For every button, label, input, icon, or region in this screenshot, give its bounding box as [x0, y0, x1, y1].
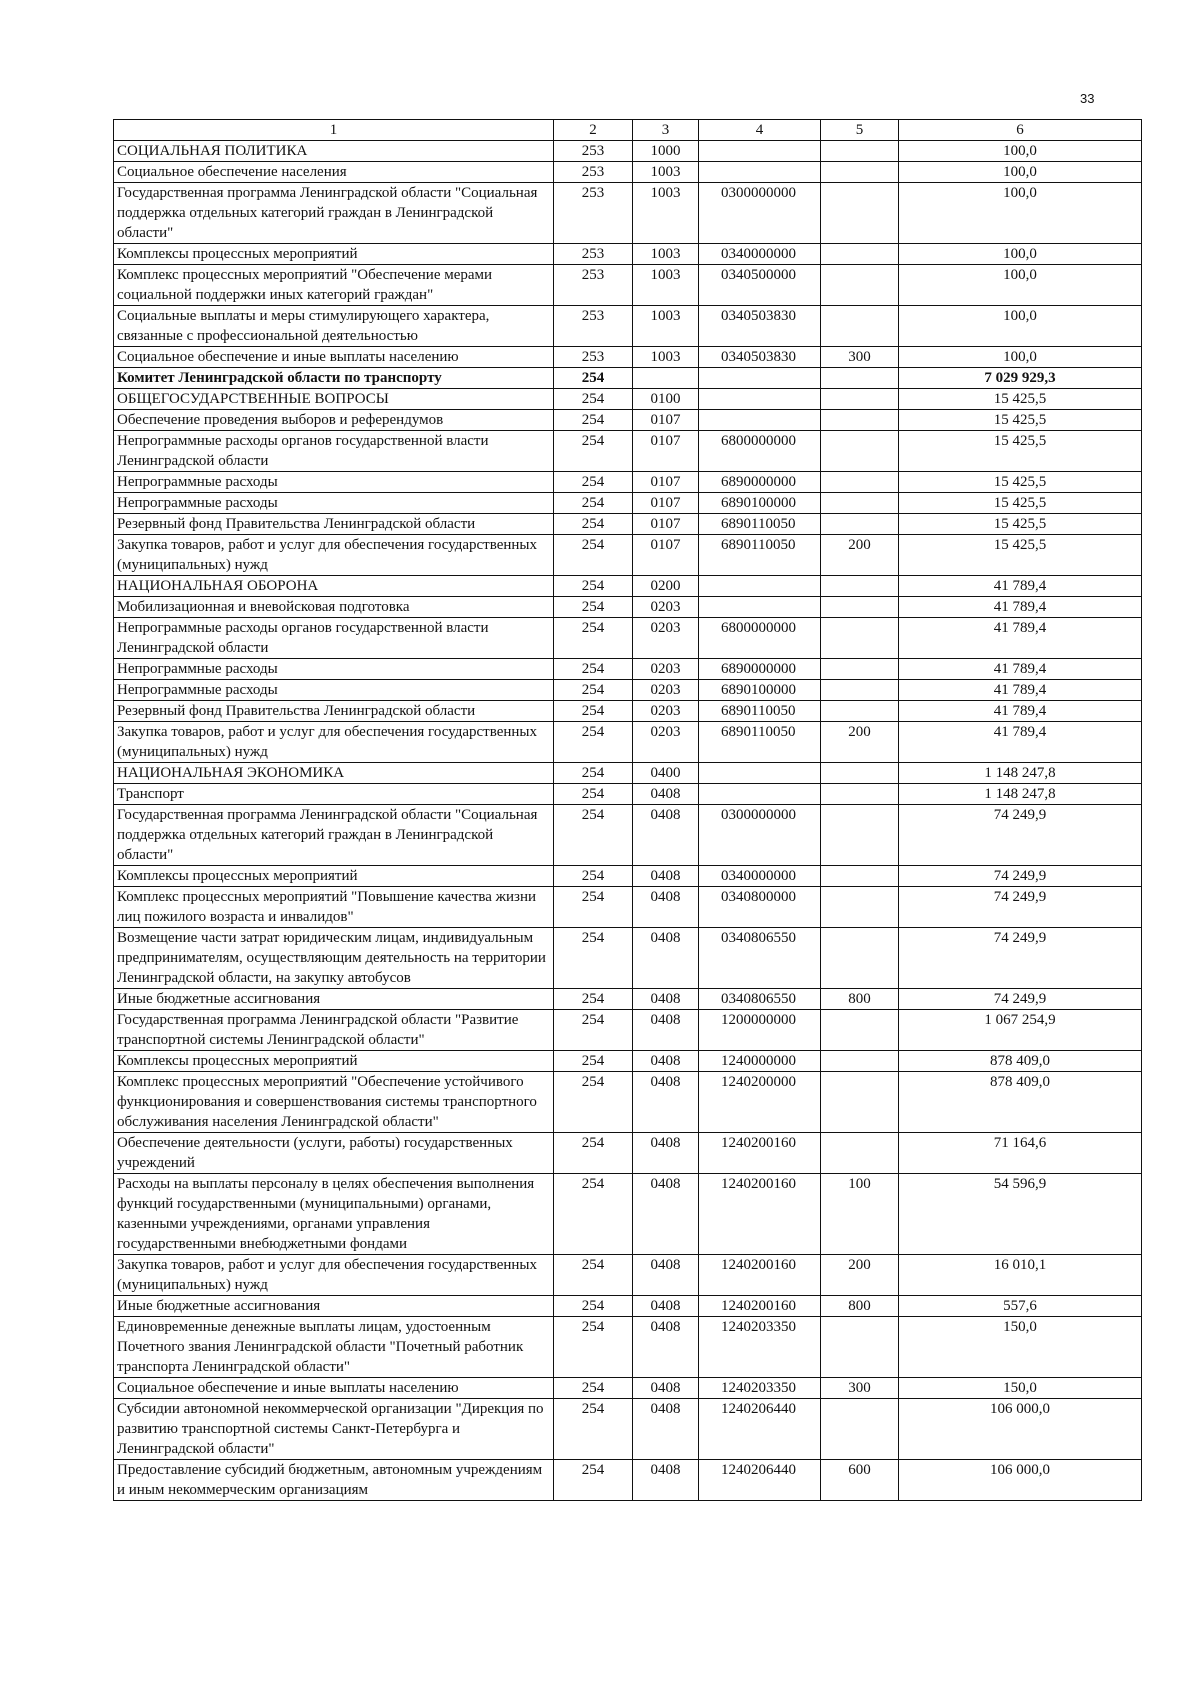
target-article-cell: 6890110050	[699, 701, 821, 722]
target-article-cell	[699, 389, 821, 410]
table-row	[114, 1010, 1142, 1051]
target-article-cell: 1240203350	[699, 1317, 821, 1378]
amount-cell: 16 010,1	[899, 1255, 1142, 1296]
department-code-cell: 254	[554, 431, 633, 472]
column-header: 5	[821, 120, 899, 141]
department-code-cell: 254	[554, 1460, 633, 1501]
expense-type-cell	[821, 928, 899, 989]
department-code-cell: 254	[554, 1317, 633, 1378]
amount-cell: 15 425,5	[899, 535, 1142, 576]
department-code-cell: 254	[554, 763, 633, 784]
expense-type-cell	[821, 659, 899, 680]
department-code-cell: 254	[554, 410, 633, 431]
row-name-cell: Иные бюджетные ассигнования	[114, 1296, 554, 1317]
department-code-cell: 253	[554, 265, 633, 306]
department-code-cell: 254	[554, 1010, 633, 1051]
target-article-cell	[699, 368, 821, 389]
section-code-cell: 1003	[633, 347, 699, 368]
expense-type-cell	[821, 306, 899, 347]
section-code-cell: 0408	[633, 784, 699, 805]
section-code-cell: 1003	[633, 265, 699, 306]
column-header: 3	[633, 120, 699, 141]
expense-type-cell	[821, 680, 899, 701]
section-code-cell: 0408	[633, 805, 699, 866]
department-code-cell: 254	[554, 576, 633, 597]
expense-type-cell	[821, 701, 899, 722]
section-code-cell: 0203	[633, 680, 699, 701]
row-name-cell: НАЦИОНАЛЬНАЯ ОБОРОНА	[114, 576, 554, 597]
row-name-cell: Резервный фонд Правительства Ленинградской области	[114, 701, 554, 722]
table-row	[114, 618, 1142, 659]
section-code-cell: 0408	[633, 1296, 699, 1317]
column-header: 4	[699, 120, 821, 141]
amount-cell: 41 789,4	[899, 722, 1142, 763]
table-body	[114, 141, 1142, 1501]
expense-type-cell	[821, 763, 899, 784]
row-name-cell: Закупка товаров, работ и услуг для обеспечения государственных (муниципальных) нужд	[114, 535, 554, 576]
table-row	[114, 1460, 1142, 1501]
department-code-cell: 254	[554, 514, 633, 535]
section-code-cell: 0107	[633, 431, 699, 472]
row-name-cell: Закупка товаров, работ и услуг для обеспечения государственных (муниципальных) нужд	[114, 1255, 554, 1296]
section-code-cell: 0107	[633, 493, 699, 514]
department-code-cell: 253	[554, 347, 633, 368]
row-name-cell: Комплексы процессных мероприятий	[114, 866, 554, 887]
section-code-cell: 0203	[633, 722, 699, 763]
section-code-cell: 0408	[633, 1051, 699, 1072]
row-name-cell: Мобилизационная и вневойсковая подготовка	[114, 597, 554, 618]
table-row	[114, 1072, 1142, 1133]
target-article-cell: 0340503830	[699, 306, 821, 347]
section-code-cell: 0203	[633, 597, 699, 618]
department-code-cell: 254	[554, 535, 633, 576]
department-code-cell: 254	[554, 493, 633, 514]
department-code-cell: 254	[554, 805, 633, 866]
amount-cell: 41 789,4	[899, 576, 1142, 597]
table-row	[114, 244, 1142, 265]
expense-type-cell: 800	[821, 1296, 899, 1317]
table-row	[114, 368, 1142, 389]
row-name-cell: Расходы на выплаты персоналу в целях обеспечения выполнения функций государственными (муниципальными) органами, казенными учреждениями, органами управления государственными внебюджетными фондами	[114, 1174, 554, 1255]
target-article-cell: 6890110050	[699, 722, 821, 763]
amount-cell: 100,0	[899, 141, 1142, 162]
department-code-cell: 253	[554, 306, 633, 347]
target-article-cell: 1240200160	[699, 1255, 821, 1296]
amount-cell: 150,0	[899, 1317, 1142, 1378]
expense-type-cell	[821, 183, 899, 244]
table-row	[114, 265, 1142, 306]
expense-type-cell	[821, 389, 899, 410]
section-code-cell: 1000	[633, 141, 699, 162]
row-name-cell: Государственная программа Ленинградской области "Социальная поддержка отдельных категорий граждан в Ленинградской области"	[114, 805, 554, 866]
row-name-cell: НАЦИОНАЛЬНАЯ ЭКОНОМИКА	[114, 763, 554, 784]
table-row	[114, 701, 1142, 722]
table-row	[114, 597, 1142, 618]
section-code-cell: 0408	[633, 1072, 699, 1133]
row-name-cell: Возмещение части затрат юридическим лицам, индивидуальным предпринимателям, осуществляющим деятельность на территории Ленинградской области, на закупку автобусов	[114, 928, 554, 989]
section-code-cell: 0408	[633, 1317, 699, 1378]
expense-type-cell	[821, 472, 899, 493]
amount-cell: 100,0	[899, 183, 1142, 244]
section-code-cell: 0107	[633, 410, 699, 431]
expense-type-cell: 100	[821, 1174, 899, 1255]
department-code-cell: 254	[554, 368, 633, 389]
header-row	[114, 120, 1142, 141]
target-article-cell: 6890100000	[699, 493, 821, 514]
row-name-cell: Комплекс процессных мероприятий "Обеспечение устойчивого функционирования и совершенствования системы транспортного обслуживания населения Ленинградской области"	[114, 1072, 554, 1133]
amount-cell: 1 148 247,8	[899, 763, 1142, 784]
table-row	[114, 183, 1142, 244]
amount-cell: 74 249,9	[899, 805, 1142, 866]
department-code-cell: 254	[554, 1051, 633, 1072]
row-name-cell: Комплекс процессных мероприятий "Обеспечение мерами социальной поддержки иных категорий граждан"	[114, 265, 554, 306]
target-article-cell	[699, 141, 821, 162]
amount-cell: 15 425,5	[899, 431, 1142, 472]
amount-cell: 74 249,9	[899, 887, 1142, 928]
expense-type-cell	[821, 1317, 899, 1378]
amount-cell: 100,0	[899, 244, 1142, 265]
target-article-cell: 6890000000	[699, 472, 821, 493]
table-row	[114, 141, 1142, 162]
amount-cell: 7 029 929,3	[899, 368, 1142, 389]
amount-cell: 878 409,0	[899, 1051, 1142, 1072]
expense-type-cell	[821, 244, 899, 265]
expense-type-cell	[821, 162, 899, 183]
target-article-cell: 0340800000	[699, 887, 821, 928]
expense-type-cell	[821, 514, 899, 535]
expense-type-cell	[821, 576, 899, 597]
amount-cell: 15 425,5	[899, 493, 1142, 514]
amount-cell: 100,0	[899, 162, 1142, 183]
target-article-cell: 0340806550	[699, 928, 821, 989]
section-code-cell: 0203	[633, 659, 699, 680]
target-article-cell: 0340000000	[699, 244, 821, 265]
section-code-cell: 0408	[633, 1010, 699, 1051]
department-code-cell: 254	[554, 1378, 633, 1399]
table-row	[114, 887, 1142, 928]
department-code-cell: 253	[554, 183, 633, 244]
row-name-cell: Закупка товаров, работ и услуг для обеспечения государственных (муниципальных) нужд	[114, 722, 554, 763]
table-row	[114, 659, 1142, 680]
table-row	[114, 680, 1142, 701]
department-code-cell: 254	[554, 784, 633, 805]
row-name-cell: Социальное обеспечение и иные выплаты населению	[114, 1378, 554, 1399]
section-code-cell	[633, 368, 699, 389]
department-code-cell: 254	[554, 722, 633, 763]
expense-type-cell	[821, 866, 899, 887]
table-row	[114, 722, 1142, 763]
row-name-cell: Государственная программа Ленинградской области "Развитие транспортной системы Ленинградской области"	[114, 1010, 554, 1051]
target-article-cell	[699, 597, 821, 618]
target-article-cell: 6800000000	[699, 618, 821, 659]
table-row	[114, 493, 1142, 514]
target-article-cell: 6800000000	[699, 431, 821, 472]
section-code-cell: 1003	[633, 306, 699, 347]
expense-type-cell	[821, 805, 899, 866]
table-row	[114, 431, 1142, 472]
expense-type-cell	[821, 1399, 899, 1460]
department-code-cell: 254	[554, 1255, 633, 1296]
amount-cell: 74 249,9	[899, 989, 1142, 1010]
table-row	[114, 989, 1142, 1010]
department-code-cell: 254	[554, 680, 633, 701]
table-row	[114, 472, 1142, 493]
row-name-cell: Иные бюджетные ассигнования	[114, 989, 554, 1010]
table-row	[114, 410, 1142, 431]
budget-table	[113, 119, 1142, 1501]
department-code-cell: 254	[554, 1296, 633, 1317]
amount-cell: 41 789,4	[899, 680, 1142, 701]
target-article-cell: 1240200000	[699, 1072, 821, 1133]
row-name-cell: Непрограммные расходы органов государственной власти Ленинградской области	[114, 618, 554, 659]
amount-cell: 71 164,6	[899, 1133, 1142, 1174]
department-code-cell: 254	[554, 989, 633, 1010]
section-code-cell: 0408	[633, 989, 699, 1010]
department-code-cell: 253	[554, 244, 633, 265]
section-code-cell: 0200	[633, 576, 699, 597]
section-code-cell: 1003	[633, 183, 699, 244]
table-row	[114, 535, 1142, 576]
target-article-cell	[699, 162, 821, 183]
section-code-cell: 0408	[633, 1133, 699, 1174]
row-name-cell: Комитет Ленинградской области по транспорту	[114, 368, 554, 389]
column-header: 6	[899, 120, 1142, 141]
section-code-cell: 0107	[633, 535, 699, 576]
row-name-cell: Непрограммные расходы	[114, 493, 554, 514]
section-code-cell: 0408	[633, 1460, 699, 1501]
amount-cell: 100,0	[899, 265, 1142, 306]
target-article-cell	[699, 576, 821, 597]
department-code-cell: 254	[554, 472, 633, 493]
expense-type-cell: 800	[821, 989, 899, 1010]
amount-cell: 1 067 254,9	[899, 1010, 1142, 1051]
expense-type-cell	[821, 1072, 899, 1133]
amount-cell: 1 148 247,8	[899, 784, 1142, 805]
target-article-cell: 1240200160	[699, 1174, 821, 1255]
target-article-cell: 1240200160	[699, 1133, 821, 1174]
target-article-cell: 0340806550	[699, 989, 821, 1010]
target-article-cell: 0340503830	[699, 347, 821, 368]
row-name-cell: Социальное обеспечение и иные выплаты населению	[114, 347, 554, 368]
department-code-cell: 254	[554, 618, 633, 659]
expense-type-cell	[821, 368, 899, 389]
table-row	[114, 763, 1142, 784]
target-article-cell: 1240203350	[699, 1378, 821, 1399]
expense-type-cell	[821, 431, 899, 472]
department-code-cell: 254	[554, 928, 633, 989]
row-name-cell: Непрограммные расходы органов государственной власти Ленинградской области	[114, 431, 554, 472]
amount-cell: 557,6	[899, 1296, 1142, 1317]
row-name-cell: Социальное обеспечение населения	[114, 162, 554, 183]
row-name-cell: Единовременные денежные выплаты лицам, удостоенным Почетного звания Ленинградской области "Почетный работник транспорта Ленинградской области"	[114, 1317, 554, 1378]
department-code-cell: 254	[554, 659, 633, 680]
table-row	[114, 1317, 1142, 1378]
department-code-cell: 254	[554, 389, 633, 410]
row-name-cell: Комплексы процессных мероприятий	[114, 244, 554, 265]
target-article-cell	[699, 410, 821, 431]
target-article-cell: 6890000000	[699, 659, 821, 680]
department-code-cell: 254	[554, 887, 633, 928]
row-name-cell: Транспорт	[114, 784, 554, 805]
row-name-cell: Непрограммные расходы	[114, 659, 554, 680]
amount-cell: 41 789,4	[899, 701, 1142, 722]
section-code-cell: 1003	[633, 244, 699, 265]
target-article-cell: 6890100000	[699, 680, 821, 701]
department-code-cell: 253	[554, 162, 633, 183]
amount-cell: 106 000,0	[899, 1460, 1142, 1501]
department-code-cell: 254	[554, 866, 633, 887]
target-article-cell	[699, 784, 821, 805]
section-code-cell: 0408	[633, 1399, 699, 1460]
row-name-cell: Комплексы процессных мероприятий	[114, 1051, 554, 1072]
expense-type-cell	[821, 1010, 899, 1051]
expense-type-cell: 200	[821, 1255, 899, 1296]
expense-type-cell: 200	[821, 722, 899, 763]
expense-type-cell	[821, 410, 899, 431]
amount-cell: 74 249,9	[899, 928, 1142, 989]
section-code-cell: 0408	[633, 866, 699, 887]
target-article-cell: 0300000000	[699, 805, 821, 866]
section-code-cell: 0203	[633, 618, 699, 659]
amount-cell: 106 000,0	[899, 1399, 1142, 1460]
table-row	[114, 306, 1142, 347]
expense-type-cell	[821, 618, 899, 659]
expense-type-cell	[821, 1051, 899, 1072]
row-name-cell: Непрограммные расходы	[114, 680, 554, 701]
table-row	[114, 805, 1142, 866]
target-article-cell: 1200000000	[699, 1010, 821, 1051]
section-code-cell: 0107	[633, 472, 699, 493]
table-row	[114, 866, 1142, 887]
department-code-cell: 254	[554, 1133, 633, 1174]
target-article-cell	[699, 763, 821, 784]
table-row	[114, 1255, 1142, 1296]
section-code-cell: 0100	[633, 389, 699, 410]
amount-cell: 100,0	[899, 347, 1142, 368]
section-code-cell: 0408	[633, 1378, 699, 1399]
expense-type-cell	[821, 597, 899, 618]
target-article-cell: 0340500000	[699, 265, 821, 306]
section-code-cell: 0107	[633, 514, 699, 535]
table-row	[114, 1399, 1142, 1460]
table-row	[114, 1296, 1142, 1317]
row-name-cell: Социальные выплаты и меры стимулирующего характера, связанные с профессиональной деятельностью	[114, 306, 554, 347]
expense-type-cell: 200	[821, 535, 899, 576]
target-article-cell: 0340000000	[699, 866, 821, 887]
amount-cell: 100,0	[899, 306, 1142, 347]
target-article-cell: 6890110050	[699, 514, 821, 535]
expense-type-cell: 600	[821, 1460, 899, 1501]
table-row	[114, 576, 1142, 597]
row-name-cell: Непрограммные расходы	[114, 472, 554, 493]
table-row	[114, 347, 1142, 368]
table-row	[114, 1133, 1142, 1174]
row-name-cell: Комплекс процессных мероприятий "Повышение качества жизни лиц пожилого возраста и инвалидов"	[114, 887, 554, 928]
expense-type-cell: 300	[821, 1378, 899, 1399]
amount-cell: 41 789,4	[899, 659, 1142, 680]
amount-cell: 15 425,5	[899, 389, 1142, 410]
department-code-cell: 253	[554, 141, 633, 162]
expense-type-cell	[821, 265, 899, 306]
table-row	[114, 1051, 1142, 1072]
section-code-cell: 1003	[633, 162, 699, 183]
department-code-cell: 254	[554, 701, 633, 722]
row-name-cell: Субсидии автономной некоммерческой организации "Дирекция по развитию транспортной системы Санкт-Петербурга и Ленинградской области"	[114, 1399, 554, 1460]
section-code-cell: 0408	[633, 928, 699, 989]
section-code-cell: 0203	[633, 701, 699, 722]
amount-cell: 41 789,4	[899, 597, 1142, 618]
target-article-cell: 1240206440	[699, 1460, 821, 1501]
target-article-cell: 0300000000	[699, 183, 821, 244]
table-row	[114, 514, 1142, 535]
table-row	[114, 1174, 1142, 1255]
amount-cell: 15 425,5	[899, 410, 1142, 431]
department-code-cell: 254	[554, 1399, 633, 1460]
expense-type-cell	[821, 887, 899, 928]
expense-type-cell	[821, 141, 899, 162]
row-name-cell: Государственная программа Ленинградской области "Социальная поддержка отдельных категорий граждан в Ленинградской области"	[114, 183, 554, 244]
amount-cell: 878 409,0	[899, 1072, 1142, 1133]
department-code-cell: 254	[554, 1174, 633, 1255]
table-row	[114, 389, 1142, 410]
target-article-cell: 1240200160	[699, 1296, 821, 1317]
row-name-cell: СОЦИАЛЬНАЯ ПОЛИТИКА	[114, 141, 554, 162]
target-article-cell: 1240000000	[699, 1051, 821, 1072]
table-row	[114, 162, 1142, 183]
amount-cell: 74 249,9	[899, 866, 1142, 887]
amount-cell: 15 425,5	[899, 472, 1142, 493]
row-name-cell: Предоставление субсидий бюджетным, автономным учреждениям и иным некоммерческим организациям	[114, 1460, 554, 1501]
table-row	[114, 784, 1142, 805]
expense-type-cell	[821, 493, 899, 514]
department-code-cell: 254	[554, 597, 633, 618]
department-code-cell: 254	[554, 1072, 633, 1133]
page-number: 33	[1080, 91, 1095, 106]
section-code-cell: 0408	[633, 1255, 699, 1296]
column-header: 1	[114, 120, 554, 141]
target-article-cell: 1240206440	[699, 1399, 821, 1460]
section-code-cell: 0408	[633, 1174, 699, 1255]
amount-cell: 54 596,9	[899, 1174, 1142, 1255]
table-row	[114, 928, 1142, 989]
section-code-cell: 0400	[633, 763, 699, 784]
amount-cell: 150,0	[899, 1378, 1142, 1399]
section-code-cell: 0408	[633, 887, 699, 928]
expense-type-cell	[821, 784, 899, 805]
row-name-cell: ОБЩЕГОСУДАРСТВЕННЫЕ ВОПРОСЫ	[114, 389, 554, 410]
table-row	[114, 1378, 1142, 1399]
row-name-cell: Обеспечение проведения выборов и референдумов	[114, 410, 554, 431]
row-name-cell: Резервный фонд Правительства Ленинградской области	[114, 514, 554, 535]
target-article-cell: 6890110050	[699, 535, 821, 576]
amount-cell: 41 789,4	[899, 618, 1142, 659]
amount-cell: 15 425,5	[899, 514, 1142, 535]
row-name-cell: Обеспечение деятельности (услуги, работы) государственных учреждений	[114, 1133, 554, 1174]
expense-type-cell	[821, 1133, 899, 1174]
expense-type-cell: 300	[821, 347, 899, 368]
column-header: 2	[554, 120, 633, 141]
